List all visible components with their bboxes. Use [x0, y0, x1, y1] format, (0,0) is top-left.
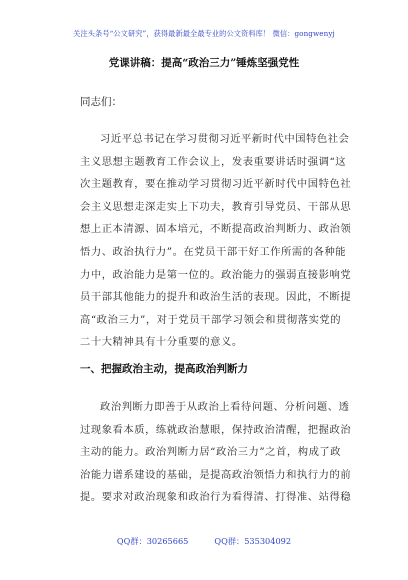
paragraph-line: 习近平总书记在学习贯彻习近平新时代中国特色社会	[100, 133, 350, 145]
paragraph-line: 会主义思想走深走实上下功夫，教育引导党员、干部从思	[80, 200, 352, 213]
paragraph-line: 提。要求对政治现象和政治行为看得清、打得准、站得稳	[80, 491, 352, 504]
paragraph-line: 过现象看本质，练就政治慧眼，保持政治清醒，把握政治	[80, 423, 352, 436]
paragraph-line: 二十大精神具有十分重要的意义。	[80, 336, 243, 349]
footer-contact	[0, 536, 408, 547]
paragraph-line: 次主题教育，要在推动学习贯彻习近平新时代中国特色社	[80, 178, 352, 191]
footer-qq-group-1: QQ群：30265665	[116, 536, 189, 546]
paragraph-line: 高“政治三力”，对于党员干部学习领会和贯彻落实党的	[80, 313, 342, 326]
paragraph-line: 治能力谱系建设的基础，是提高政治领悟力和执行力的前	[80, 468, 352, 481]
paragraph-line: 员干部其他能力的提升和政治生活的表现。因此，不断提	[80, 291, 352, 304]
document-title: 党课讲稿：提高“政治三力”锤炼坚强党性	[108, 57, 300, 69]
paragraph-section-one	[80, 396, 352, 509]
greeting: 同志们：	[80, 96, 122, 108]
section-heading: 一、把握政治主动，提高政治判断力	[80, 363, 248, 375]
footer-qq-group-2: QQ群：535304092	[214, 536, 292, 546]
paragraph-intro	[80, 128, 352, 354]
paragraph-line: 主义思想主题教育工作会议上，发表重要讲话时强调“这	[80, 155, 347, 168]
paragraph-line: 力中，政治能力是第一位的。政治能力的强弱直接影响党	[80, 268, 352, 281]
header-promo-note: 关注头条号“公文研究”，获得最新最全最专业的公文资料库！ 微信：gongwenyj	[73, 29, 335, 38]
paragraph-line: 悟力、政治执行力”。在党员干部干好工作所需的各种能	[80, 245, 347, 258]
paragraph-line: 主动的能力。政治判断力居“政治三力”之首，构成了政	[80, 446, 342, 459]
paragraph-line: 想上正本清源、固本培元，不断提高政治判断力、政治领	[80, 223, 352, 236]
paragraph-line: 政治判断力即善于从政治上看待问题、分析问题、透	[100, 401, 350, 413]
